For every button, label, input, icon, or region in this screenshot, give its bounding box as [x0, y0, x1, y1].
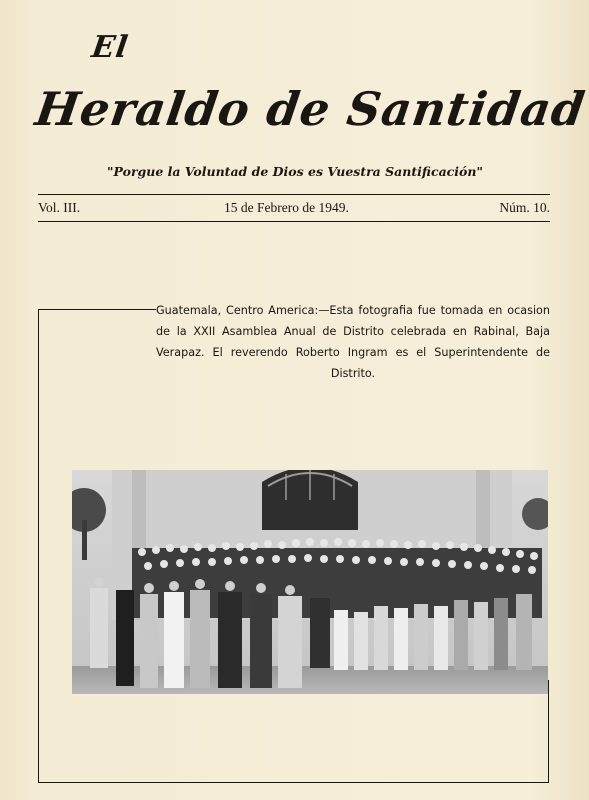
frame-border-top [38, 309, 156, 310]
masthead-prefix: El [89, 30, 131, 65]
frame-border-left [38, 309, 39, 783]
issue-date: 15 de Febrero de 1949. [224, 200, 349, 215]
frame-border-right [548, 680, 549, 783]
group-photograph [72, 470, 548, 694]
masthead-tagline: "Porgue la Voluntad de Dios es Vuestra Santificación" [107, 164, 483, 179]
issue-info-line [38, 200, 550, 218]
header-rule-bottom [38, 221, 550, 222]
header-rule-top [38, 194, 550, 195]
issue-number: Núm. 10. [499, 200, 550, 215]
volume-label: Vol. III. [38, 200, 81, 215]
frame-border-bottom [38, 782, 549, 783]
masthead-title: Heraldo de Santidad [32, 82, 589, 136]
photo-caption: Guatemala, Centro America:—Esta fotografia fue tomada en ocasion de la XXII Asamblea Anual de Distrito celebrada en Rabinal, Baja Verapaz. El reverendo Roberto Ingram es el Superintendente de Distrito. [156, 304, 550, 380]
